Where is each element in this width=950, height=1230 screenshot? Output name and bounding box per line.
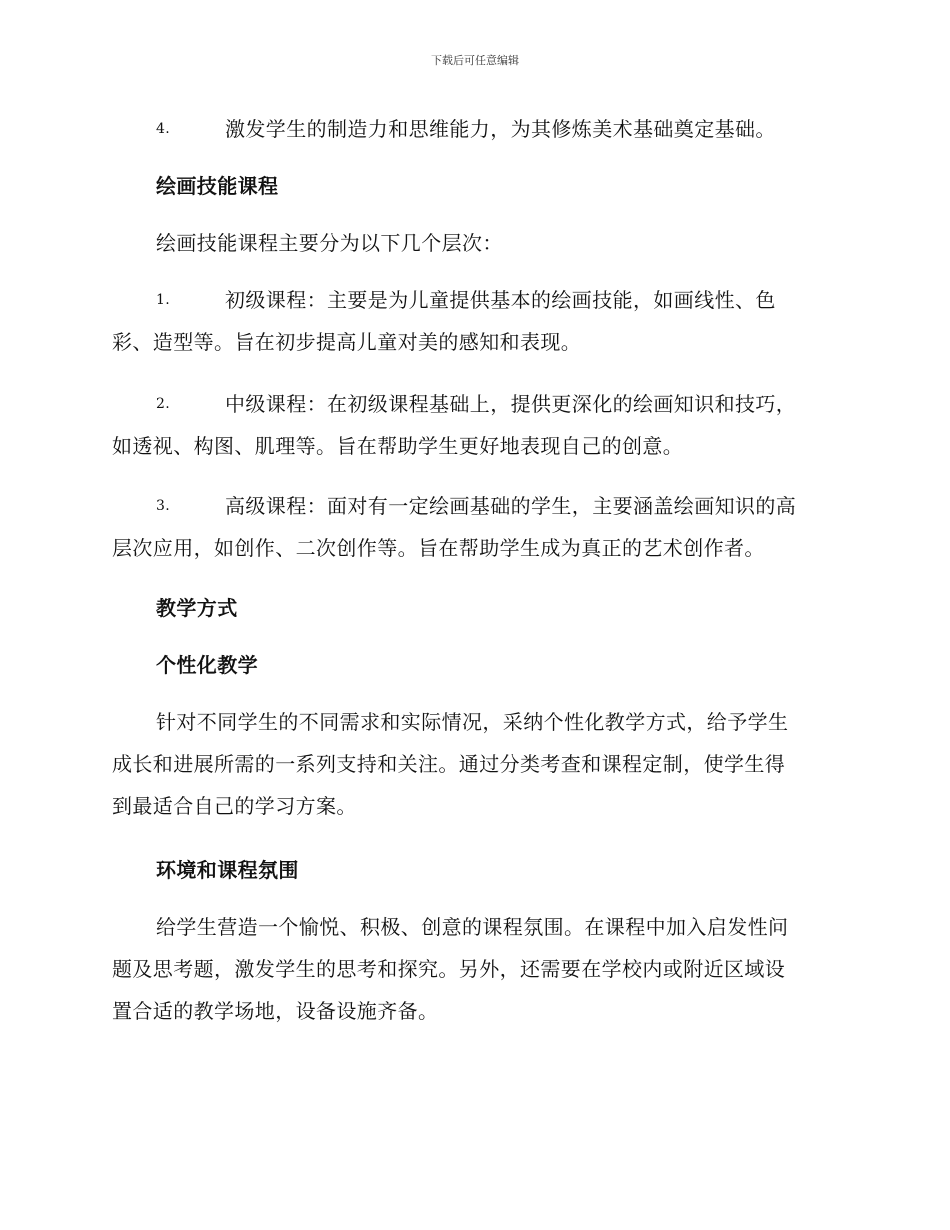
- list-number: 2.: [156, 396, 171, 412]
- intro-paragraph: 绘画技能课程主要分为以下几个层次：: [156, 231, 503, 255]
- paragraph-line3: 置合适的教学场地，设备设施齐备。: [112, 999, 439, 1023]
- list-number: 4.: [156, 121, 171, 137]
- paragraph-line2: 题及思考题，激发学生的思考和探究。另外，还需要在学校内或附近区域设: [112, 957, 786, 981]
- list-number: 3.: [156, 498, 171, 514]
- list-number: 1.: [156, 292, 171, 308]
- list-text-line2: 如透视、构图、肌理等。旨在帮助学生更好地表现自己的创意。: [112, 434, 684, 458]
- paragraph-line2: 成长和进展所需的一系列支持和关注。通过分类考查和课程定制，使学生得: [112, 752, 786, 776]
- section-heading-skills: 绘画技能课程: [156, 174, 279, 198]
- paragraph-personal: [112, 701, 834, 827]
- list-item-3: [112, 485, 834, 569]
- subsection-heading-environment: 环境和课程氛围: [156, 858, 299, 882]
- list-text-line2: 彩、造型等。旨在初步提高儿童对美的感知和表现。: [112, 330, 582, 354]
- paragraph-line3: 到最适合自己的学习方案。: [112, 794, 357, 818]
- page-header: 下载后可任意编辑: [431, 54, 519, 67]
- subsection-heading-personal: 个性化教学: [156, 653, 258, 677]
- list-text-line1: 初级课程：主要是为儿童提供基本的绘画技能，如画线性、色: [225, 288, 776, 312]
- list-text-line1: 高级课程：面对有一定绘画基础的学生，主要涵盖绘画知识的高: [225, 494, 797, 518]
- list-item-1: [112, 279, 834, 363]
- paragraph-environment: [112, 906, 834, 1032]
- list-item-2: [112, 383, 834, 467]
- list-text-line2: 层次应用，如创作、二次创作等。旨在帮助学生成为真正的艺术创作者。: [112, 536, 765, 560]
- paragraph-line1: 针对不同学生的不同需求和实际情况，采纳个性化教学方式，给予学生: [156, 710, 789, 734]
- list-item-4: [112, 108, 834, 150]
- section-heading-teaching: 教学方式: [156, 596, 238, 620]
- list-text-line1: 中级课程：在初级课程基础上，提供更深化的绘画知识和技巧，: [225, 392, 797, 416]
- list-text: 激发学生的制造力和思维能力，为其修炼美术基础奠定基础。: [225, 117, 776, 141]
- paragraph-line1: 给学生营造一个愉悦、积极、创意的课程氛围。在课程中加入启发性问: [156, 915, 789, 939]
